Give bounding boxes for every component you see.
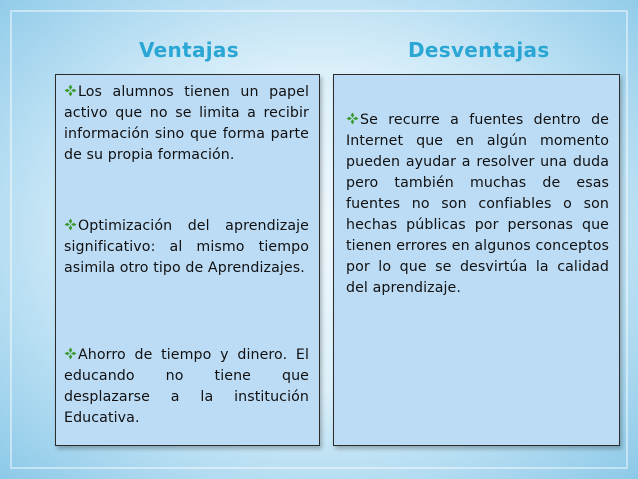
diamond-cluster-icon bbox=[346, 112, 359, 125]
ventajas-item-3-text: Ahorro de tiempo y dinero. El educando no tiene que desplazarse a la institución Educativa. bbox=[64, 347, 309, 426]
ventajas-heading: Ventajas bbox=[139, 38, 239, 62]
desventajas-item-1-text: Se recurre a fuentes dentro de Internet que en algún momento pueden ayudar a resolver una duda pero también muchas de esas fuentes no son confiables o son hechas públicas por personas que tienen errores en algunos conceptos por lo que se desvirtúa la calidad del aprendizaje. bbox=[346, 112, 609, 296]
desventajas-box bbox=[333, 74, 620, 446]
ventajas-box bbox=[55, 74, 320, 446]
ventajas-item-3 bbox=[64, 345, 309, 429]
ventajas-item-1-text: Los alumnos tienen un papel activo que no se limita a recibir información sino que forma parte de su propia formación. bbox=[64, 84, 309, 163]
ventajas-item-1 bbox=[64, 82, 309, 166]
desventajas-item-1 bbox=[346, 110, 609, 299]
ventajas-item-2-text: Optimización del aprendizaje significativo: al mismo tiempo asimila otro tipo de Aprendizajes. bbox=[64, 218, 309, 276]
diamond-cluster-icon bbox=[64, 218, 77, 231]
ventajas-item-2 bbox=[64, 216, 309, 279]
diamond-cluster-icon bbox=[64, 347, 77, 360]
desventajas-heading: Desventajas bbox=[408, 38, 550, 62]
diamond-cluster-icon bbox=[64, 84, 77, 97]
